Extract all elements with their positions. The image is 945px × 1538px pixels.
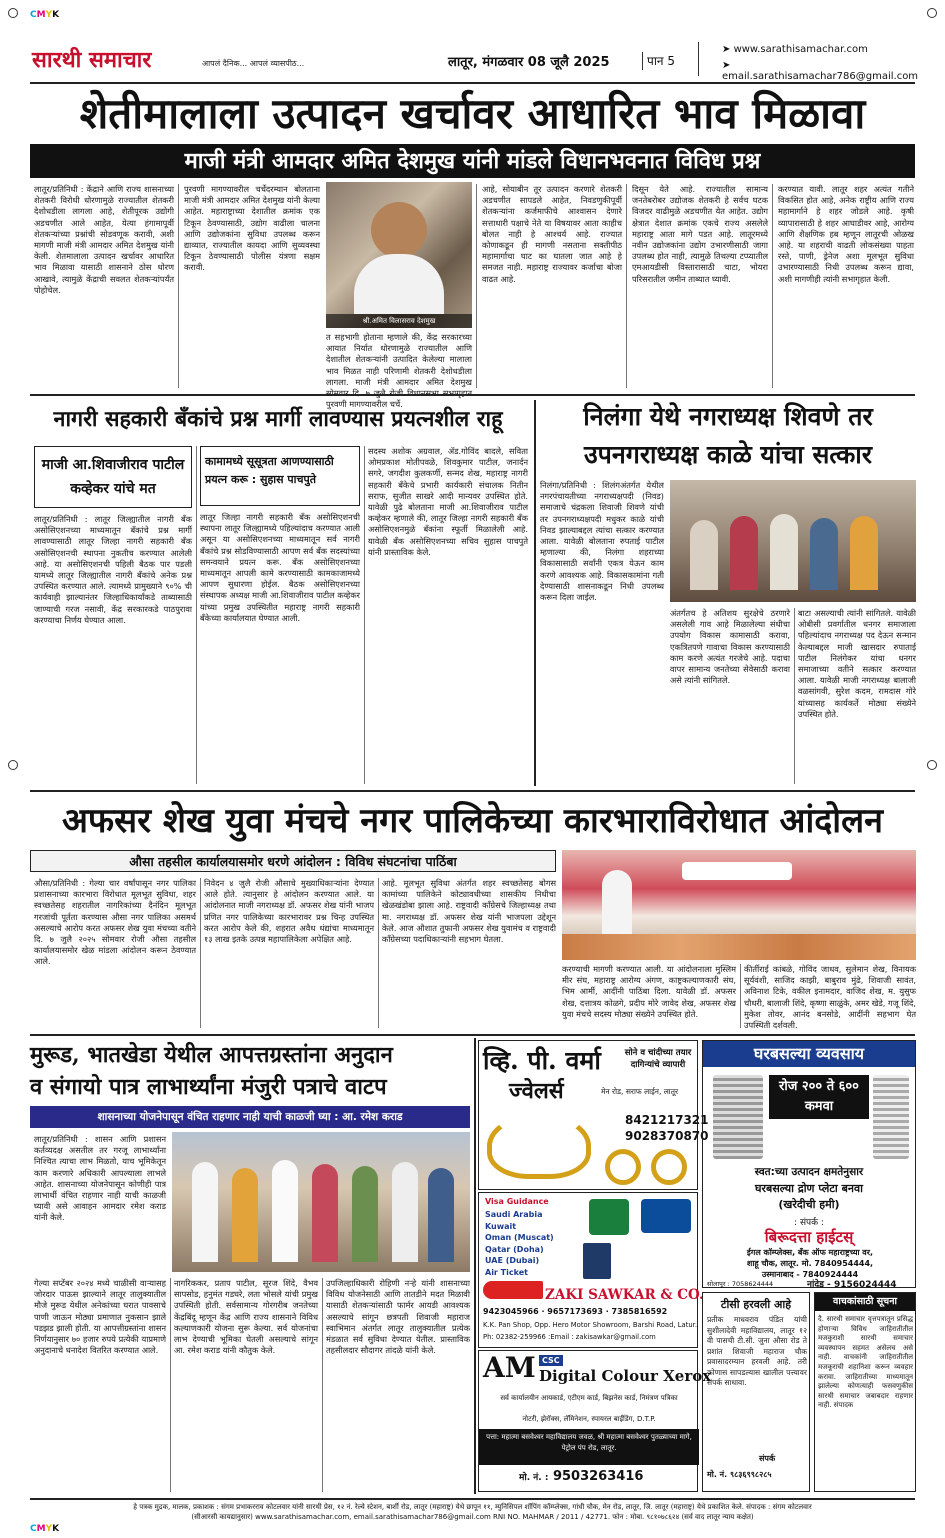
newspaper-name: सारथी समाचार [32,47,152,73]
story5-headline-line1: मुरूड, भातखेडा येथील आपत्तग्रस्तांना अनुदान [30,1042,393,1068]
registration-mark [927,760,937,770]
story4-col5: कीर्तीराई कांबळे, गोविंद जाधव, सुलेमान शेख, विनायक सूर्यवंशी, साजिद काझी, बाबुराव मुंढे, शिवाजी सावंत, अविनाश टिके, वकील इनामदार, वाजिद शेख, म. युसुफ चौधरी, बालाजी शिंदे, कृष्णा साळुंके, अमर खेडे, गजू शिंदे, मुकेश तोवर, आनंद बनसोडे, आदींनी सहभाग घेत उपस्थिती दर्शवली. [744,964,916,1031]
registration-mark [8,8,18,18]
home-business-earn: रोज २०० ते ६०० कमवा [769,1075,869,1119]
readers-notice-title: वाचकांसाठी सूचना [815,1293,915,1311]
xerox-line2: नोटरी, झेरॉक्स, लॅमिनेशन, स्पायरल बाईंडिंग, D.T.P. [522,1415,656,1423]
story4-col4: करण्याची मागणी करण्यात आली. या आंदोलनाला मुस्लिम मीर संघ, महाराष्ट्र आरोग्य अंगण, काष्ट्रकल्याणकारी संघ, भिम आर्मी, आदींनी पाठिंबा दिला. यावेळी डॉ. अफसर शेख, दत्तात्रय कोळगे, प्रदीप मोरे जावेद शेख, अफसर शेख युवा मंचचे सदस्य मोठ्या संख्येने उपस्थित होते. [562,964,736,1019]
story2-col1: लातूर/प्रतिनिधी : लातूर जिल्ह्यातील नागरी बँक असोसिएशनच्या माध्यमातून बँकांचे प्रश्न मार्गी लावण्यासाठी लातूर जिल्हा नागरी सहकारी बँक असोसिएशनची स्थापना नुकतीच करण्यात आलेली आहे. या असोसिएशनची पहिली बैठक पार पडली यामध्ये लातूर जिल्ह्यातील नागरी बँकांचे अनेक प्रश्न उपस्थित करण्यात आले. त्यामध्ये प्रामुख्याने ९०% ची कार्यवाही झाल्यानंतर जिल्हाधिकार्यांकडे ताब्यासाठी जाण्याची गरज नसावी, केंद्र सरकारकडे पाठपुरावा करण्याचा निर्णय घेण्यात आला. [34,514,192,625]
country-item: Kuwait [485,1221,517,1231]
jewellers-name-2: ज्वेलर्स [509,1078,564,1104]
story1-col6: करण्यात यावी. लातूर शहर अत्यंत गतीने विकसित होत आहे, अनेक राष्ट्रीय आणि राज्य महामार्गाने हे शहर जोडले आहे. कृषी व्यापारासाठी हे शहर आघाडीवर आहे, आरोग्य आणि शैक्षणिक हब म्हणून लातूरची ओळख आहे. या शहराची वाढती लोकसंख्या पाहता रस्ते, पाणी, ड्रेनेज अशा मूलभूत सुविधा उभारण्यासाठी निधी उपलब्ध करून द्यावा, अशी मागणीही त्यांनी सभागृहात केली. [778,184,914,284]
story3-col3: बाटा असल्याची त्यांनी सांगितले. यावेळी ओबीसी प्रवर्गातील धनगर समाजाला पहिल्यांदाच नगराध्यक्ष पद देऊन सन्मान केल्याबद्दल माजी खासदार रुपाताई पाटील निलंगेकर यांचा धनगर समाजाच्या वतीने सत्कार करण्यात आला. यावेळी माजी नगराध्यक्ष बालाजी वळसांगवी, सुरेश कदम, रामदास गोरे यांच्यासह कार्यकर्ते मोठ्या संख्येने उपस्थित होते. [798,608,916,719]
xerox-line1: सर्व कार्यालयीन आयकार्ड, एटीएम कार्ड, बिझनेस कार्ड, निमंत्रण पत्रिका [500,1394,678,1402]
story4-col2: निवेदन ४ जुलै रोजी औसाचे मुख्याधिकाऱ्यांना देण्यात आले होते. त्यानुसार हे आंदोलन करण्यात आले. या आंदोलनात माजी नगराध्यक्ष डॉ. अफसर शेख यांनी भाजप प्रणित नगर पालिकेच्या कारभारावर प्रश्न चिन्ह उपस्थित करत आरोप केले की, शहरात अवैध धंद्यांचा माध्यमातून १३ लाख इतके उत्पन्न महापालिकेला अपेक्षित आहे. [204,878,374,945]
story3-photo [670,480,916,602]
xerox-badge: CSC [539,1355,563,1366]
home-business-nanded: नांदेड - 9156024444 [807,1280,897,1290]
hajj-logo-icon [589,1199,629,1235]
story2-subhead: माजी आ.शिवाजीराव पाटील कव्हेकर यांचे मत [41,457,185,497]
plate-stack-image [873,1075,909,1159]
story4-photo [562,850,916,960]
home-business-line3: (खरेदीची हमी) [778,1198,840,1211]
registration-mark [8,760,18,770]
print-mark-top: CMYK [30,10,60,20]
home-business-title: घरबसल्या व्यवसाय [703,1041,915,1067]
story1-col5: दिसून येते आहे. राज्यातील सामान्य जनतेबरोबर उद्योजक शेतकरी हे सर्वच घटक विजदर वाढीमुळे अडचणीत येत आहेत. उद्योग क्षेत्रात देशात क्रमांक एकचे राज्य असलेले महाराष्ट्र आता मागे पडत आहे. लातूरमध्ये नवीन उद्योजकांना उद्योग उभारणीसाठी जागा उपलब्ध होत नाही, त्यामुळे तिथल्या टप्प्यातील एमआयडीसी विस्तारासाठी चाटा, भोयरा परिसरातील जमीन ताब्यात घ्यावी. [632,184,768,284]
ad-tc-lost[interactable] [702,1292,810,1492]
email[interactable]: ➤ email.sarathisamachar786@gmail.com [722,60,919,82]
story2-box-title: कामामध्ये सूसूत्रता आणण्यासाठी प्रयत्न करू : सुहास पाचपुते [205,455,334,486]
country-item: Qatar (Doha) [485,1244,544,1254]
story1-col4: आहे, सोयाबीन तूर उत्पादन करणारे शेतकरी अडचणीत सापडले आहेत, निवडणुकीपूर्वी शेतकऱ्यांना कर्जमाफीचे आश्वासन देणारे सत्ताधारी पक्षाचे नेते या विषयावर आता काहीच बोलत नाही हे आश्चर्य आहे. राज्यात कोणाकडून ही मागणी नसताना सक्तीपीठ महामार्गाचा घाट का घातला जात आहे हे समजत नाही. महाराष्ट्र राज्यावर कर्जाचा बोजा वाढत आहे. [482,184,622,284]
story3-headline-line2: उपनगराध्यक्ष काळे यांचा सत्कार [583,440,873,469]
speaker-figure [371,202,427,258]
story2-col3: सदस्य अशोक अग्रवाल, ॲड.गोविंद बादले, सविता ओमप्रकाश मोतीपवळे, शिवकुमार पाटील, जनार्दन सगरे, जगदीश कुलकर्णी, सन्मद शेख, महाराष्ट्र नागरी सहकारी बँकेचे प्रभारी कार्यकारी संचालक नितीन सराफ, सुजीत साखरे आदी मान्यवर उपस्थित होते. यावेळी पुढे बोलताना माजी आ.शिवाजीराव पाटील कव्हेकर म्हणाले की, लातूर जिल्हा नागरी सहकारी बँक असोसिएशनमुळे बँकांना स्फूर्ती मिळालेली आहे. यावेळी बँक असोसिएशनच्या सचिव सुहास पाचपुते यांनी प्रास्ताविक केले. [368,446,528,557]
story5-col2: नागरिककर, प्रताप पाटील, सूरज शिंदे, वैभव सापसोड, हनुमंत गडघरे, लता भोसले यांची प्रमुख उपस्थिती होती. सर्वसामान्य गोरगरीब जनतेच्या केंद्रबिंदू म्हणून केंद्र आणि राज्य शासनाने विविध कल्याणकारी योजना सुरू केल्या. सर्व योजनांचा लाभ देण्याची भूमिका घेतली असल्याचे सांगून आ. रमेश कराड यांनी कौतुक केले. [174,1278,318,1356]
passport-icon [583,1243,611,1279]
story3-col2: अंतर्गतच हे अतिशय सुरक्षेचे ठरणारे असलेली गाव आहे मिळालेल्या संधीचा उपयोग विकास कामासाठी करावा, एकत्रितपणे गावाचा विकास करण्यासाठी काम करणे अत्यंत गरजेचे आहे. पदाचा वापर सामान्य जनतेच्या सेवेसाठी करावा असे त्यांनी सांगितले. [670,608,790,686]
travel-name: ZAKI SAWKAR & CO. [545,1287,704,1303]
jewellers-address: मेन रोड, सराफ लाईन, लातूर [601,1087,679,1096]
necklace-image [487,1113,591,1179]
country-item: Saudi Arabia [485,1210,543,1219]
tc-lost-body: प्रतीक माधवराव पंडित यांची सुशीलादेवी महाविद्यालय, लातूर १२ वी पासची टी.सी. जुना औसा रोड ते प्रशांत शिवाजी महाराज चौक प्रवासादरम्यान हरवली आहे. तरी कोणास सापडल्यास खालील पत्त्यावर संपर्क साधावा. [707,1315,807,1387]
page-number: पान 5 [647,54,676,68]
ad-xerox[interactable] [478,1350,712,1492]
story4-strap: औसा तहसील कार्यालयासमोर धरणे आंदोलन : विविध संघटनांचा पाठिंबा [129,854,457,869]
story1-strap: माजी मंत्री आमदार अमित देशमुख यांनी मांडले विधानभवनात विविध प्रश्न [30,144,915,178]
story3-headline-line1: निलंगा येथे नगराध्यक्ष शिवणे तर [583,402,873,431]
home-business-company: बिरूदत्ता हाईटस् [764,1228,854,1246]
home-business-contact-label: : संपर्क : [794,1218,824,1228]
bangle-image [651,1149,687,1185]
tc-lost-title: टीसी हरवली आहे [720,1298,792,1311]
story5-photo [172,1132,470,1272]
story1-photo-caption: श्री.अमित विलासराव देशमुख [326,314,472,328]
story4-strap-box [30,850,556,872]
story4-headline: अफसर शेख युवा मंचचे नगर पालिकेच्या कारभाराविरोधात आंदोलन [61,801,884,841]
website[interactable]: ➤ www.sarathisamachar.com [722,44,868,55]
story1-photo [326,182,472,328]
story4-col1: औसा/प्रतिनिधी : गेल्या चार वर्षांपासून नगर पालिका प्रशासनाच्या कारभारा विरोधात मूलभूत सुविधा, शहर स्वच्छतेसह शहरातील नागरिकांच्या दैनंदिन मूलभूत गरजांची पूर्तता करण्यास औसा नगर पालिका असमर्थ असल्याचे आरोप करत अफसर शेख युवा मंचच्या वतीने दि. ७ जुलै २०२५ सोमवार रोजी औसा तहसील कार्यालयासमोर खेळ मांडला आंदोलन करून ठेवण्यात आले. [34,878,196,967]
country-item: Oman (Muscat) [485,1233,554,1242]
plate-stack-image [713,1075,763,1159]
airplane-icon [483,1281,543,1299]
home-business-address: ईगल कॉम्प्लेक्स, बँक ऑफ महाराष्ट्रच्या वर, शाहू चौक, लातूर. मो. 7840954444, उस्मानाबाद - 7840924444 [746,1248,874,1279]
print-mark-bottom: CMYK [30,1524,60,1534]
story1-col2: पुरवणी मागण्यावरील चर्चेदरम्यान बोलताना माजी मंत्री आमदार अमित देशमुख यांनी केल्या आहेत. महाराष्ट्राच्या देशातील क्रमांक एक टिकून ठेवण्यासाठी, उद्योग वाढीला चालना आणि उद्योजकांना सुविधा उपलब्ध करून द्याव्यात, राज्यातील कायदा आणि सुव्यवस्था टिकून ठेवण्यासाठी पोलीस यंत्रणा सक्षम करावी. [184,184,320,273]
xerox-title: Digital Colour Xerox [539,1367,712,1385]
story1-col1: लातूर/प्रतिनिधी : केंद्राने आणि राज्य शासनाच्या शेतकरी विरोधी धोरणामुळे राज्यातील शेतकरी देशोधडीला लागला आहे, शेतीपूरक उद्योगी अडचणीत आले आहेत, येत्या हंगामापूर्वी शेतकऱ्यांच्या प्रश्नांची सोडवणूक करावी, अशी मागणी माजी मंत्री आमदार अमित देशमुख यांनी केली. शेतमालाला उत्पादन खर्चावर आधारित भाव मिळावा यासाठी शासनाने ठोस धोरण आखावे, त्यामुळे केंद्राची सवलत शेतकऱ्यांपर्यंत पोहोचेल. [34,184,174,295]
newspaper-tagline: आपलं दैनिक... आपलं व्यासपीठ... [202,59,305,68]
story5-strap: शासनाच्या योजनेपासून वंचित राहणार नाही याची काळजी घ्या : आ. रमेश कराड [30,1106,470,1128]
readers-notice-body: दै. सारथी समाचार वृत्तपत्रातून प्रसिद्ध होणाऱ्या विविध जाहिरातीतील मजकुराशी सारथी समाचार व्यवस्थापन सहमत असेलच असे नाही. वाचकांनी जाहिरातीतील मजकूराची शहानिशा करून व्यवहार करावा. जाहिरातीच्या माध्यमातून झालेल्या कोणत्याही फसवणुकीस सारथी समाचार जबाबदार राहणार नाही. संपादक [818,1315,913,1410]
story2-col2: लातूर जिल्हा नागरी सहकारी बँक असोसिएशनची स्थापना लातूर जिल्ह्यामध्ये पहिल्यांदाच करण्यात आली असून या असोसिएशनच्या माध्यमातून सर्व नागरी बँकांचे प्रश्न सोडविण्यासाठी आपण सर्व बँक सदस्यांच्या समन्वयाने प्रयत्न करू. बँक असोसिएशनच्या माध्यमातून आपली कामे करण्यासाठी कामकाजामध्ये आपण सुधारणा होईल. बैठक असोसिएशनच्या संस्थापक अध्यक्ष माजी आ.शिवाजीराव पाटील कव्हेकर यांच्या प्रमुख उपस्थितीत महाराष्ट्र नागरी सहकारी बँकेच्या कार्यालयात घेण्यात आली. [200,512,360,623]
tc-lost-phone: मो. नं. ९८३६९९८२८५ [707,1470,772,1479]
speaker-body [354,254,444,314]
travel-countries [485,1209,554,1278]
xerox-logo: AM [483,1351,536,1384]
story2-subhead-box [34,446,192,508]
story1-col3: त सहभागी होताना म्हणाले की, केंद्र सरकारच्या आयात निर्यात धोरणामुळे राज्यातील आणि देशातील शेतकऱ्यांनी उत्पादित केलेल्या मालाला भाव मिळत नाही परिणामी शेतकरी देशोधडीला लागला. माजी मंत्री आमदार अमित देशमुख सोमवार दि. ७ जुलै रोजी विधानसभा सभागृहात पुरवणी मागण्यावरील चर्चे. [326,332,472,410]
jewellers-name: व्हि. पी. वर्मा [483,1046,601,1075]
travel-phones: 9423045966 · 9657173693 · 7385816592 [483,1307,668,1316]
masthead [30,38,919,82]
ad-travel[interactable] [478,1192,704,1348]
story3-col1: निलंगा/प्रतिनिधी : शिलंगअंतर्गत येथील नगरपंचायतीच्या नगराध्यक्षपदी (निवड) समाजाचे चंद्रकला शिवाजी शिवणे यांची तर उपनगराध्यक्षपदी मधुकर काळे यांची निवड झाल्याबद्दल त्यांचा सत्कार करण्यात आला. यावेळी बोलताना रुपताई पाटील म्हणाल्या की, निलंगा शहराच्या विकासासाठी सर्वांनी एकत्र येऊन काम करणे आवश्यक आहे. विकासकामांना गती देण्यासाठी शासनाकडून निधी उपलब्ध करून दिला जाईल. [540,480,664,603]
story5-headline-line2: व संगायो पात्र लाभार्थ्यांना मंजुरी पत्राचे वाटप [30,1074,387,1100]
xerox-address: पत्ता: महात्मा बसवेश्वर महाविद्यालय जवळ, श्री महात्मा बसवेश्वर पुतळ्याच्या मागे, पेट्रोल पंप रोड, लातूर. [479,1429,699,1465]
story2-box [200,446,360,506]
travel-address: K.K. Pan Shop, Opp. Hero Motor Showroom, Barshi Road, Latur. [483,1321,697,1329]
story4-col3: आहे. मूलभूत सुविधा अंतर्गत शहर स्वच्छतेसह बोगस कामांच्या पालिकेने कोट्यावधीच्या शासकीय निधीचा खेळखंडोबा झाला आहे. राष्ट्रवादी काँग्रेसचे जिल्हाध्यक्ष तथा मा. नगराध्यक्ष डॉ. अफसर शेख यांनी भाजपला उद्देशून केले. आज औशात तुफानी अफसर शेख युवामंच व राष्ट्रवादी काँग्रेसच्या पदाधिकाऱ्यांनी सहभाग घेतला. [382,878,556,945]
story2-headline: नागरी सहकारी बँकांचे प्रश्न मार्गी लावण्यास प्रयत्नशील राहू [53,407,503,432]
home-business-line1: स्वत:च्या उत्पादन क्षमतेनुसार [754,1166,864,1178]
story5-intro: लातूर/प्रतिनिधी : शासन आणि प्रशासन कर्तव्यदक्ष असतील तर गरजू लाभार्थ्यांना निश्चित त्याचा लाभ मिळतो, याच भूमिकेतून काम करणारे अधिकारी आपल्याला लाभले आहेत. शासनाच्या योजनेपासून कोणीही पात्र लाभार्थी वंचित राहणार नाही याची काळजी घ्यावी असे आवाहन आमदार रमेश कराड यांनी केले. [34,1134,166,1223]
registration-mark [927,8,937,18]
travel-label: Visa Guidance [485,1197,549,1206]
footer-imprint: हे पत्रक मुद्रक, मालक, प्रकाशक : संगम प्रभाकरराव कोटलवार यांनी सारथी प्रेस, १२ नं. रेल्वे स्टेशन, बार्शी रोड, लातूर (महाराष्ट्र) येथे छापून ११, म्युनिसिपल शॉपिंग कॉम्प्लेक्स, गांधी चौक, मेन रोड, लातूर, जि. लातूर (महाराष्ट्र) येथे प्रकाशित केले. संपादक : संगम कोटलवार (सीआरसी कायद्यानुसार) www.sarathisamachar.com, email.sarathisamachar786@gmail.com RNI NO. MAHMAR / 2011 / 42771. फोन : मोबा. ९८१०७८६२४ (सर्व वाद लातूर न्याय कक्षेत) [133,1503,812,1521]
dateline: लातूर, मंगळवार 08 जूलै 2025 [448,55,610,70]
story1-headline: शेतीमालाला उत्पादन खर्चावर आधारित भाव मिळावा [79,89,866,138]
story5-col3: उपजिल्हाधिकारी रोहिणी नऱ्हे यांनी शासनाच्या विविध योजनेसाठी आणि तातडीने मदत मिळावी यासाठी शेतकऱ्यांसाठी फार्मर आयडी आवश्यक असल्याचे सांगून छत्रपती शिवाजी महाराज स्वाभिमान अंतर्गत लातूर तालुक्यातील प्रत्येक मंडळात सर्व सुविधा देण्यात येतील. प्रास्ताविक तहसीलदार सौदागर तांदळे यांनी केले. [326,1278,470,1356]
country-item: UAE (Dubai) [485,1256,540,1265]
jewellers-phone-2: 9028370870 [625,1129,709,1143]
story5-col1: गेल्या सप्टेंबर २०२४ मध्ये चाळीसी वाऱ्यासह जोरदार पाऊस झाल्याने लातूर तालुक्यातील मौजे मुरूड येथील अनेकांच्या घरात पावसाचे पाणी जाऊन मोठ्या प्रमाणात नुकसान झाले पडझड झाली होती. या आपत्तीग्रस्तांना शासन निर्णयानुसार ७० हजार रुपये प्रत्येकी याप्रमाणे अनुदानाचे धनादेश वितरित करण्यात आले. [34,1278,166,1356]
bangle-image [605,1149,641,1185]
tc-lost-sign: संपर्क [759,1454,776,1463]
jewellers-phone-1: 8421217321 [625,1113,709,1127]
xerox-phone: मो. नं. : 9503263416 [519,1469,644,1484]
country-item: Air Ticket [485,1267,528,1277]
travel-contact: Ph: 02382-259966 :Email : zakisawkar@gmail.com [483,1333,656,1341]
home-business-solapur: सोलापूर : 7058624444 [707,1280,774,1288]
iata-logo-icon [641,1199,691,1233]
ad-readers-notice [814,1292,916,1492]
home-business-line2: घरबसल्या द्रोण प्लेटा बनवा [755,1182,863,1195]
jewellers-desc: सोने व चांदीच्या तयार दागिन्यांचे व्यापारी [624,1048,692,1070]
ad-jewellers[interactable] [478,1040,709,1190]
ad-home-business[interactable] [702,1040,916,1288]
